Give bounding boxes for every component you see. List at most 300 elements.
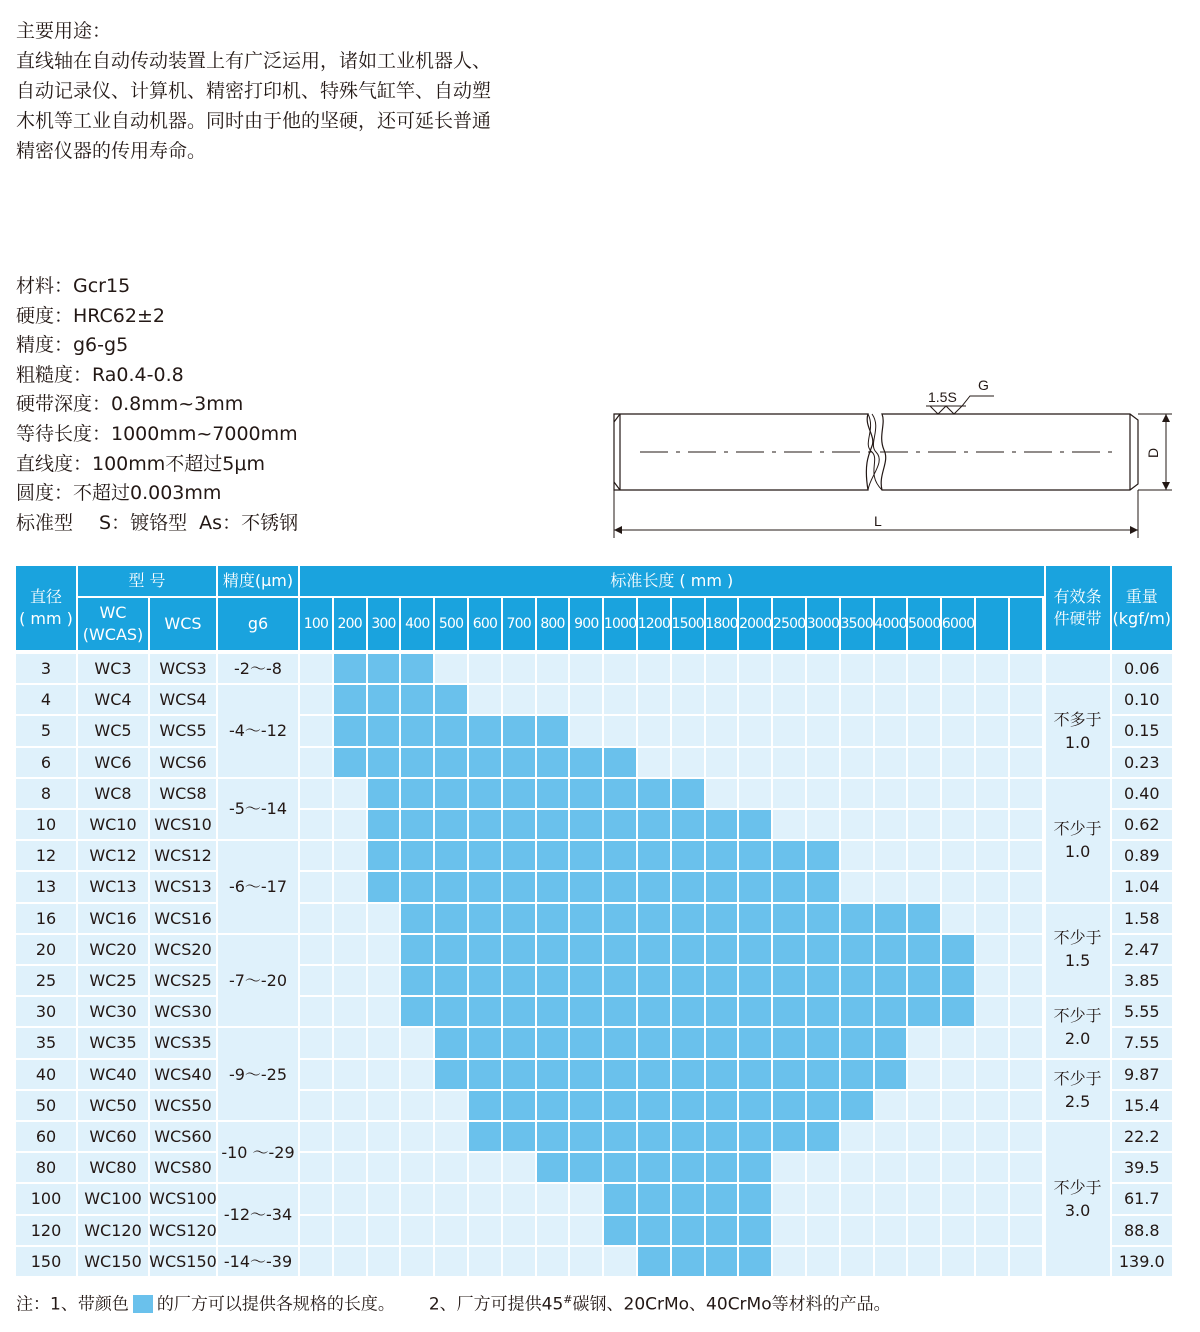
spec-hard-depth: 硬带深度：0.8mm~3mm — [16, 393, 244, 416]
length-cell — [908, 654, 940, 683]
length-cell — [1010, 1247, 1042, 1276]
length-cell — [435, 1153, 467, 1182]
precision-cell: -5～-14 — [218, 779, 298, 839]
available-length-cell — [435, 872, 467, 901]
model-wcs-cell: WCS13 — [150, 872, 216, 901]
available-length-cell — [773, 841, 805, 870]
header-length-2500: 2500 — [773, 598, 805, 650]
weight-cell: 7.55 — [1112, 1028, 1172, 1057]
length-cell — [300, 935, 332, 964]
header-length-3500: 3500 — [841, 598, 873, 650]
available-length-cell — [604, 1122, 636, 1151]
length-cell — [807, 685, 839, 714]
available-length-cell — [739, 904, 771, 933]
weight-cell: 0.89 — [1112, 841, 1172, 870]
model-wcs-cell: WCS10 — [150, 810, 216, 839]
length-cell — [1010, 748, 1042, 777]
available-length-cell — [706, 1247, 738, 1276]
length-cell — [503, 1153, 535, 1182]
available-length-cell — [739, 966, 771, 995]
available-length-cell — [570, 810, 602, 839]
type-stainless: As：不锈钢 — [199, 511, 299, 534]
length-cell — [875, 872, 907, 901]
length-cell — [537, 1216, 569, 1245]
precision-cell: -4～-12 — [218, 685, 298, 777]
length-cell — [368, 997, 400, 1026]
available-length-cell — [706, 1060, 738, 1089]
weight-cell: 15.4 — [1112, 1091, 1172, 1120]
available-length-cell — [807, 935, 839, 964]
available-length-cell — [841, 1060, 873, 1089]
length-cell — [706, 716, 738, 745]
footnote — [16, 1288, 891, 1317]
note2-sup: # — [563, 1293, 573, 1306]
available-length-cell — [537, 1153, 569, 1182]
length-cell — [773, 685, 805, 714]
length-cell — [841, 810, 873, 839]
length-cell — [435, 654, 467, 683]
available-length-cell — [570, 966, 602, 995]
available-length-cell — [570, 1060, 602, 1089]
length-cell — [368, 1028, 400, 1057]
weight-cell: 0.10 — [1112, 685, 1172, 714]
usage-line: 直线轴在自动传动装置上有广泛运用，诸如工业机器人、 — [16, 50, 492, 72]
diameter-cell: 4 — [16, 685, 76, 714]
length-cell — [1010, 1153, 1042, 1182]
header-wcs: WCS — [150, 598, 216, 650]
available-length-cell — [773, 1122, 805, 1151]
length-cell — [841, 779, 873, 808]
model-wcs-cell: WCS4 — [150, 685, 216, 714]
length-cell — [537, 1247, 569, 1276]
length-cell — [334, 1184, 366, 1213]
available-length-cell — [435, 966, 467, 995]
length-cell — [368, 966, 400, 995]
length-cell — [469, 654, 501, 683]
diameter-cell: 16 — [16, 904, 76, 933]
weight-cell: 0.06 — [1112, 654, 1172, 683]
available-length-cell — [739, 997, 771, 1026]
model-wc-cell: WC20 — [78, 935, 148, 964]
length-cell — [300, 997, 332, 1026]
available-length-cell — [537, 935, 569, 964]
spec-hardness: 硬度：HRC62±2 — [16, 304, 165, 327]
length-cell — [334, 1060, 366, 1089]
diameter-cell: 50 — [16, 1091, 76, 1120]
spec-straightness: 直线度：100mm不超过5μm — [16, 452, 265, 475]
available-length-cell — [503, 997, 535, 1026]
length-cell — [570, 1184, 602, 1213]
available-length-cell — [537, 810, 569, 839]
length-cell — [604, 1247, 636, 1276]
diameter-label: D — [1145, 447, 1161, 458]
length-cell — [976, 810, 1008, 839]
available-length-cell — [739, 1060, 771, 1089]
length-cell — [1010, 1091, 1042, 1120]
length-cell — [908, 1247, 940, 1276]
available-length-cell — [570, 997, 602, 1026]
length-cell — [807, 779, 839, 808]
length-cell — [875, 654, 907, 683]
available-length-cell — [435, 1028, 467, 1057]
length-cell — [875, 841, 907, 870]
diameter-cell: 80 — [16, 1153, 76, 1182]
length-cell — [875, 810, 907, 839]
length-cell — [435, 1216, 467, 1245]
weight-cell: 0.40 — [1112, 779, 1172, 808]
weight-cell: 39.5 — [1112, 1153, 1172, 1182]
length-cell — [334, 935, 366, 964]
available-length-cell — [401, 935, 433, 964]
length-cell — [1010, 841, 1042, 870]
available-length-cell — [875, 935, 907, 964]
header-length-300: 300 — [368, 598, 400, 650]
available-length-cell — [672, 1028, 704, 1057]
model-wc-cell: WC4 — [78, 685, 148, 714]
model-wc-cell: WC30 — [78, 997, 148, 1026]
available-length-cell — [638, 966, 670, 995]
length-cell — [334, 779, 366, 808]
length-cell — [1010, 1122, 1042, 1151]
available-length-cell — [570, 935, 602, 964]
available-length-cell — [672, 779, 704, 808]
weight-cell: 22.2 — [1112, 1122, 1172, 1151]
available-length-cell — [503, 841, 535, 870]
length-cell — [401, 1028, 433, 1057]
available-length-cell — [841, 1091, 873, 1120]
available-length-cell — [773, 872, 805, 901]
available-length-cell — [435, 904, 467, 933]
hardness-cell — [1046, 654, 1110, 683]
spec-material: 材料：Gcr15 — [16, 275, 131, 297]
available-length-cell — [807, 966, 839, 995]
length-cell — [334, 1153, 366, 1182]
length-cell — [1010, 810, 1042, 839]
length-cell — [739, 685, 771, 714]
available-length-cell — [841, 904, 873, 933]
available-length-cell — [368, 810, 400, 839]
available-length-cell — [638, 1184, 670, 1213]
length-cell — [773, 654, 805, 683]
length-cell — [1010, 685, 1042, 714]
available-length-cell — [942, 935, 974, 964]
available-length-cell — [638, 935, 670, 964]
available-length-cell — [401, 997, 433, 1026]
length-cell — [942, 654, 974, 683]
available-length-cell — [503, 935, 535, 964]
available-length-cell — [672, 872, 704, 901]
available-length-cell — [570, 904, 602, 933]
model-wc-cell: WC60 — [78, 1122, 148, 1151]
length-cell — [841, 841, 873, 870]
length-cell — [334, 1216, 366, 1245]
model-wcs-cell: WCS16 — [150, 904, 216, 933]
weight-cell: 1.58 — [1112, 904, 1172, 933]
diameter-cell: 6 — [16, 748, 76, 777]
weight-cell: 3.85 — [1112, 966, 1172, 995]
available-length-cell — [841, 935, 873, 964]
length-cell — [1010, 872, 1042, 901]
diameter-cell: 40 — [16, 1060, 76, 1089]
length-cell — [739, 779, 771, 808]
usage-section — [16, 16, 616, 166]
available-length-cell — [435, 1060, 467, 1089]
length-cell — [942, 904, 974, 933]
length-cell — [401, 1216, 433, 1245]
length-cell — [300, 1247, 332, 1276]
length-cell — [841, 1153, 873, 1182]
available-length-cell — [503, 810, 535, 839]
length-cell — [368, 1153, 400, 1182]
precision-cell: -14～-39 — [218, 1247, 298, 1276]
length-cell — [976, 716, 1008, 745]
length-cell — [368, 1122, 400, 1151]
available-length-cell — [469, 904, 501, 933]
available-length-cell — [469, 1060, 501, 1089]
available-length-cell — [604, 966, 636, 995]
model-wcs-cell: WCS50 — [150, 1091, 216, 1120]
length-cell — [570, 1247, 602, 1276]
available-length-cell — [773, 904, 805, 933]
available-length-cell — [570, 1153, 602, 1182]
available-length-cell — [638, 810, 670, 839]
length-cell — [368, 1091, 400, 1120]
length-cell — [976, 748, 1008, 777]
available-length-cell — [537, 1091, 569, 1120]
note2-suffix: 碳钢、20CrMo、40CrMo等材料的产品。 — [572, 1294, 891, 1315]
available-length-cell — [604, 872, 636, 901]
length-cell — [976, 1216, 1008, 1245]
length-cell — [773, 779, 805, 808]
model-wcs-cell: WCS100 — [150, 1184, 216, 1213]
length-cell — [976, 935, 1008, 964]
available-length-cell — [503, 904, 535, 933]
available-length-cell — [841, 997, 873, 1026]
available-length-cell — [435, 748, 467, 777]
weight-cell: 2.47 — [1112, 935, 1172, 964]
length-cell — [570, 1216, 602, 1245]
available-length-cell — [537, 716, 569, 745]
available-length-cell — [875, 966, 907, 995]
available-length-cell — [570, 779, 602, 808]
length-cell — [807, 1184, 839, 1213]
model-wcs-cell: WCS5 — [150, 716, 216, 745]
diameter-cell: 60 — [16, 1122, 76, 1151]
length-cell — [469, 1216, 501, 1245]
length-cell — [942, 1091, 974, 1120]
model-wc-cell: WC3 — [78, 654, 148, 683]
model-wcs-cell: WCS35 — [150, 1028, 216, 1057]
available-length-cell — [604, 935, 636, 964]
model-wcs-cell: WCS12 — [150, 841, 216, 870]
length-cell — [875, 748, 907, 777]
length-cell — [401, 1247, 433, 1276]
length-cell — [300, 904, 332, 933]
available-length-cell — [807, 1028, 839, 1057]
length-cell — [976, 904, 1008, 933]
arrowhead — [1162, 482, 1170, 490]
length-cell — [841, 1184, 873, 1213]
available-length-cell — [773, 997, 805, 1026]
header-length-1000: 1000 — [604, 598, 636, 650]
available-length-cell — [537, 1122, 569, 1151]
spec-table — [16, 566, 1172, 1278]
length-cell — [1010, 935, 1042, 964]
available-length-cell — [908, 904, 940, 933]
length-cell — [401, 1122, 433, 1151]
length-cell — [841, 1247, 873, 1276]
type-standard: 标准型 — [16, 511, 74, 534]
length-cell — [1010, 1060, 1042, 1089]
length-cell — [942, 841, 974, 870]
available-length-cell — [537, 841, 569, 870]
model-wc-cell: WC50 — [78, 1091, 148, 1120]
length-cell — [1010, 1216, 1042, 1245]
available-length-cell — [908, 935, 940, 964]
length-cell — [300, 1153, 332, 1182]
header-g6: g6 — [218, 598, 298, 650]
length-cell — [537, 1184, 569, 1213]
spec-list — [16, 272, 298, 538]
header-length-500: 500 — [435, 598, 467, 650]
available-length-cell — [604, 810, 636, 839]
length-cell — [841, 1122, 873, 1151]
length-cell — [672, 716, 704, 745]
tolerance-label: G — [978, 377, 989, 393]
available-length-cell — [807, 997, 839, 1026]
length-cell — [942, 1060, 974, 1089]
length-cell — [942, 779, 974, 808]
model-wc-cell: WC100 — [78, 1184, 148, 1213]
diameter-cell: 150 — [16, 1247, 76, 1276]
available-length-cell — [638, 1091, 670, 1120]
length-cell — [875, 779, 907, 808]
length-cell — [300, 966, 332, 995]
length-cell — [300, 872, 332, 901]
available-length-cell — [435, 935, 467, 964]
length-cell — [739, 654, 771, 683]
diameter-cell: 3 — [16, 654, 76, 683]
length-cell — [368, 1184, 400, 1213]
length-cell — [300, 685, 332, 714]
length-cell — [368, 904, 400, 933]
available-length-cell — [638, 1216, 670, 1245]
available-length-cell — [672, 1153, 704, 1182]
length-cell — [503, 1247, 535, 1276]
length-cell — [604, 654, 636, 683]
header-length-1500: 1500 — [672, 598, 704, 650]
length-cell — [875, 716, 907, 745]
available-length-cell — [672, 1091, 704, 1120]
length-cell — [908, 685, 940, 714]
length-cell — [942, 810, 974, 839]
available-length-cell — [368, 654, 400, 683]
length-cell — [908, 872, 940, 901]
hardness-cell: 不少于 1.5 — [1046, 904, 1110, 996]
precision-cell: -9～-25 — [218, 1028, 298, 1120]
precision-cell: -7～-20 — [218, 935, 298, 1027]
available-length-cell — [706, 935, 738, 964]
arrowhead — [1130, 526, 1138, 534]
length-cell — [942, 716, 974, 745]
length-cell — [334, 966, 366, 995]
diameter-cell: 100 — [16, 1184, 76, 1213]
available-length-cell — [368, 841, 400, 870]
length-cell — [300, 716, 332, 745]
available-length-cell — [672, 935, 704, 964]
available-length-cell — [368, 872, 400, 901]
available-length-cell — [604, 1184, 636, 1213]
available-length-cell — [706, 1122, 738, 1151]
chamfer-line — [614, 414, 620, 422]
available-length-cell — [401, 810, 433, 839]
available-length-cell — [435, 716, 467, 745]
available-length-cell — [537, 997, 569, 1026]
usage-line: 木机等工业自动机器。同时由于他的坚硬，还可延长普通 — [16, 110, 492, 132]
model-wc-cell: WC35 — [78, 1028, 148, 1057]
length-cell — [469, 1153, 501, 1182]
length-cell — [908, 1060, 940, 1089]
available-length-cell — [435, 997, 467, 1026]
available-length-cell — [706, 966, 738, 995]
weight-cell: 1.04 — [1112, 872, 1172, 901]
available-length-cell — [503, 1060, 535, 1089]
length-cell — [908, 716, 940, 745]
available-length-cell — [875, 1028, 907, 1057]
length-cell — [908, 748, 940, 777]
model-wcs-cell: WCS60 — [150, 1122, 216, 1151]
weight-cell: 5.55 — [1112, 997, 1172, 1026]
available-length-cell — [739, 1122, 771, 1151]
length-cell — [469, 1247, 501, 1276]
available-length-cell — [672, 1060, 704, 1089]
available-length-cell — [537, 966, 569, 995]
available-length-cell — [469, 841, 501, 870]
spec-roundness: 圆度：不超过0.003mm — [16, 482, 222, 505]
usage-heading: 主要用途： — [16, 20, 112, 42]
available-length-cell — [503, 779, 535, 808]
length-cell — [435, 1247, 467, 1276]
length-cell — [334, 997, 366, 1026]
length-cell — [1010, 1184, 1042, 1213]
header-length-blank — [1010, 598, 1042, 650]
length-cell — [334, 810, 366, 839]
length-cell — [503, 654, 535, 683]
model-wc-cell: WC16 — [78, 904, 148, 933]
length-cell — [908, 841, 940, 870]
available-length-cell — [672, 841, 704, 870]
model-wc-cell: WC25 — [78, 966, 148, 995]
available-length-cell — [604, 779, 636, 808]
available-length-cell — [604, 1216, 636, 1245]
length-cell — [841, 716, 873, 745]
diameter-cell: 12 — [16, 841, 76, 870]
model-wcs-cell: WCS25 — [150, 966, 216, 995]
length-cell — [976, 1153, 1008, 1182]
model-wcs-cell: WCS40 — [150, 1060, 216, 1089]
available-length-cell — [469, 748, 501, 777]
header-length-5000: 5000 — [908, 598, 940, 650]
available-length-cell — [638, 904, 670, 933]
available-length-cell — [672, 1247, 704, 1276]
available-length-cell — [570, 1122, 602, 1151]
available-length-cell — [537, 779, 569, 808]
available-length-cell — [435, 779, 467, 808]
length-cell — [942, 748, 974, 777]
length-cell — [334, 1247, 366, 1276]
length-cell — [976, 1028, 1008, 1057]
available-length-cell — [570, 1091, 602, 1120]
